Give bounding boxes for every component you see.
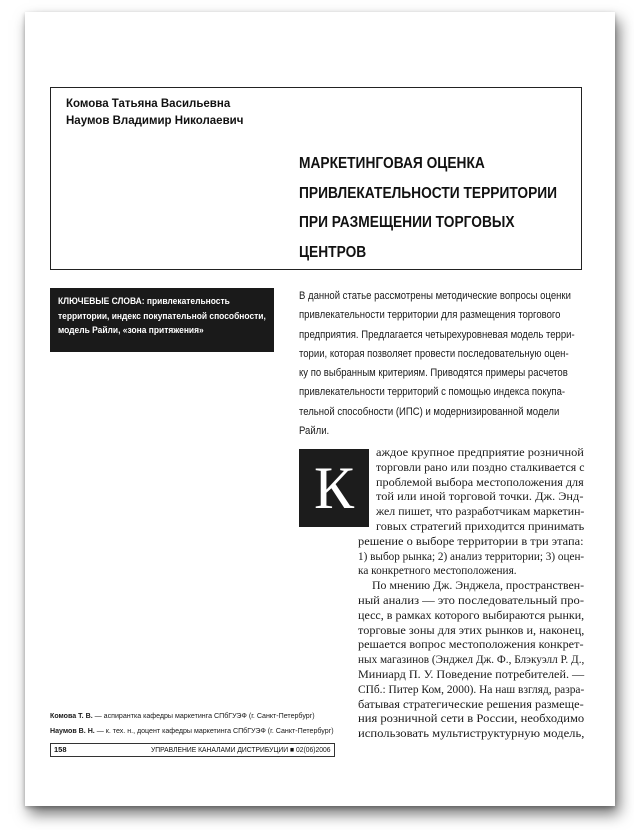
abstract-line: привлекательности территории для размещения торгового [299, 309, 561, 322]
body-line: той или иной торговой точки. Дж. Энд- [376, 491, 584, 504]
body-line: ный анализ — это последовательный про- [358, 595, 585, 607]
body-line: ния розничной сети в России, необходимо [358, 713, 585, 726]
drop-cap: К [299, 449, 369, 527]
affiliation-text: — аспирантка кафедры маркетинга СПбГУЭФ (г. Санкт-Петербург) [92, 711, 315, 720]
affiliation-name: Комова Т. В. [50, 711, 93, 720]
affiliation-line [50, 709, 334, 724]
title-line: ПРИВЛЕКАТЕЛЬНОСТИ ТЕРРИТОРИИ [299, 184, 558, 202]
body-line: решение о выборе территории в три этапа: [358, 535, 584, 548]
abstract [299, 287, 583, 441]
page-footer [50, 743, 335, 757]
abstract-line: ку по выбранным критериям. Приводятся примеры расчетов [299, 367, 568, 380]
author-name: Наумов Владимир Николаевич [66, 115, 244, 127]
body-line: торговые зоны для этих рынков и, наконец, [358, 624, 585, 637]
author-name: Комова Татьяна Васильевна [66, 98, 231, 110]
body-line: ка конкретного местоположения. [358, 565, 517, 578]
journal-name: УПРАВЛЕНИЕ КАНАЛАМИ ДИСТРИБУЦИИ ■ 02(06)2006 [151, 745, 331, 754]
keywords-line: территории, индекс покупательной способности, [58, 310, 266, 322]
abstract-line: предприятия. Предлагается четырехуровневая модель терри- [299, 328, 575, 341]
affiliation-text: — к. тех. н., доцент кафедры маркетинга СПбГУЭФ (г. Санкт-Петербург) [94, 725, 334, 735]
body-line: СПб.: Питер Ком, 2000). На наш взгляд, разра- [358, 683, 585, 696]
abstract-line: тории, которая позволяет провести последовательную оцен- [299, 347, 569, 360]
body-line: цесс, в рамках которого выбираются рынки, [358, 609, 585, 622]
body-line: По мнению Дж. Энджела, пространствен- [372, 580, 585, 593]
author-affiliations [50, 709, 358, 738]
affiliation-line [50, 724, 334, 739]
body-line: решается вопрос местоположения конкрет- [358, 639, 584, 652]
body-line: батывая стратегические решения размеще- [358, 698, 584, 711]
body-line: говых стратегий приходится принимать [376, 521, 585, 533]
abstract-line: тельной способности (ИПС) и модернизированной модели [299, 405, 560, 418]
article-title [299, 149, 569, 267]
page-number: 158 [54, 745, 67, 754]
keywords-box [50, 288, 274, 352]
abstract-line: В данной статье рассмотрены методические вопросы оценки [299, 290, 571, 302]
body-line: использовать мультиструктурную модель, [358, 728, 585, 741]
body-line: ных магазинов (Энджел Дж. Ф., Блэкуэлл Р. Д., [358, 654, 585, 667]
authors-block [66, 96, 243, 130]
title-line: ПРИ РАЗМЕЩЕНИИ ТОРГОВЫХ [299, 214, 515, 231]
keywords-line: КЛЮЧЕВЫЕ СЛОВА: привлекательность [58, 296, 230, 307]
body-line: Миниард П. У. Поведение потребителей. — [358, 669, 585, 681]
title-line: ЦЕНТРОВ [299, 243, 367, 261]
affiliation-name: Наумов В. Н. [50, 725, 95, 735]
body-line: торговли рано или поздно сталкивается с [376, 461, 585, 474]
body-line: проблемой выбора местоположения для [376, 476, 584, 489]
abstract-line: привлекательности территорий с помощью индекса покупа- [299, 386, 566, 399]
keywords-line: модель Райли, «зона притяжения» [58, 325, 204, 336]
body-line: жел пишет, что разработчикам маркетин- [376, 506, 585, 519]
body-line: 1) выбор рынка; 2) анализ территории; 3) оцен- [358, 550, 585, 563]
body-line: аждое крупное предприятие розничной [376, 447, 584, 459]
abstract-line: Райли. [299, 425, 330, 438]
title-line: МАРКЕТИНГОВАЯ ОЦЕНКА [299, 155, 485, 172]
